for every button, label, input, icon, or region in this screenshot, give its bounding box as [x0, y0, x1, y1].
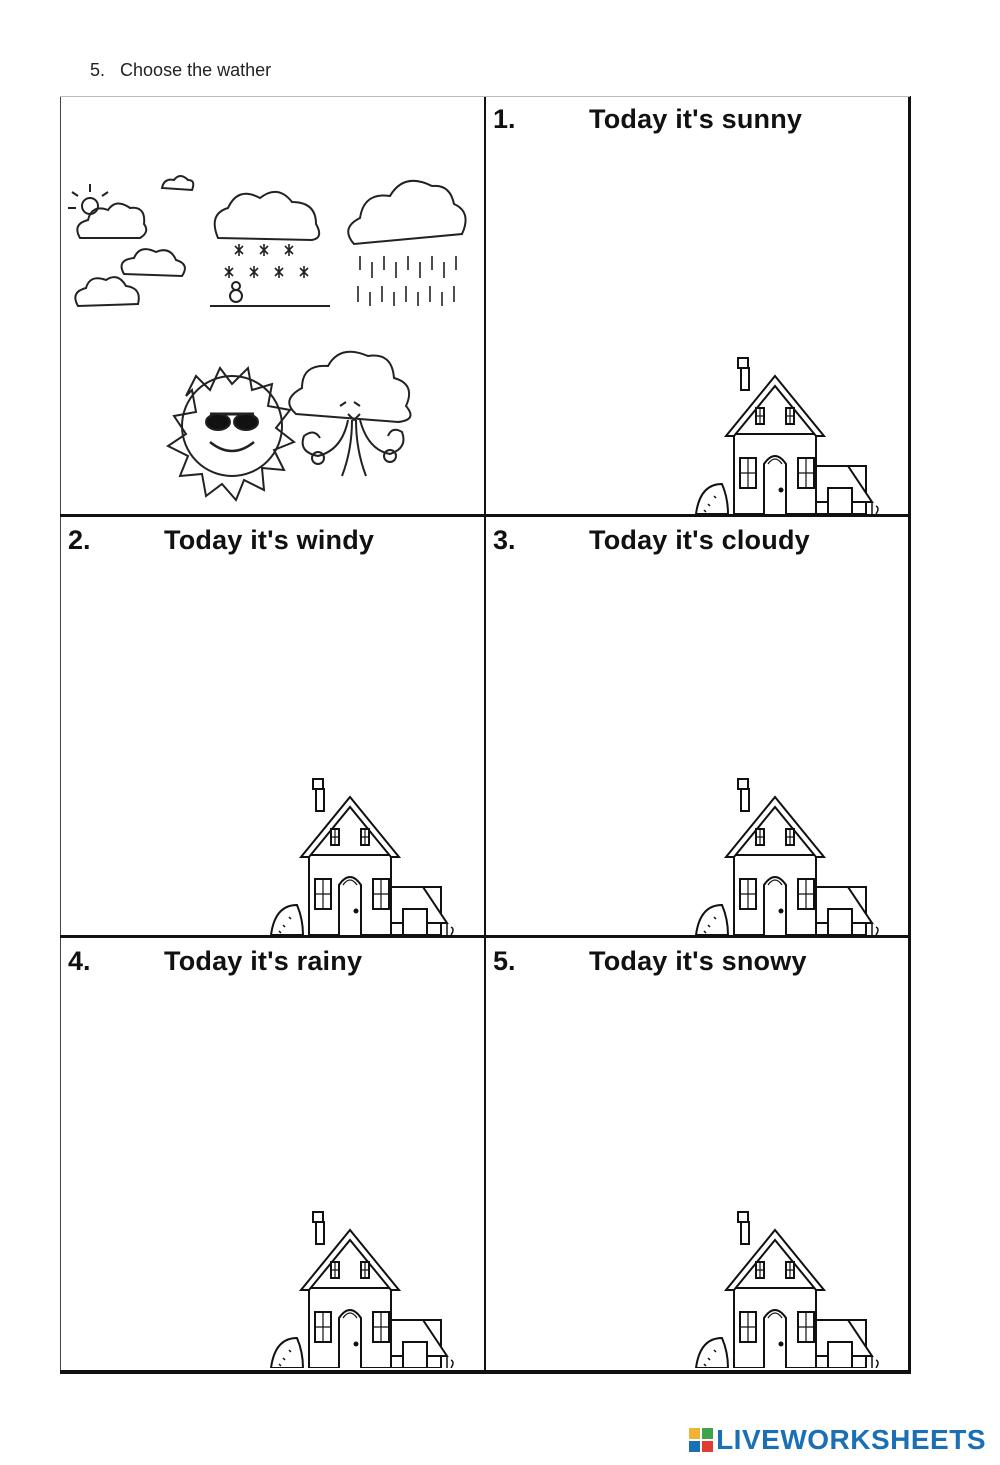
cell-number: 4.: [68, 946, 91, 976]
cell-title: Today it's windy: [164, 525, 375, 555]
instruction: [90, 60, 271, 81]
weather-cell-5[interactable]: [485, 938, 910, 1370]
weather-cell-2[interactable]: [60, 517, 485, 937]
house-icon: [261, 1208, 461, 1368]
cell-title: Today it's rainy: [164, 946, 363, 976]
liveworksheets-brand: [688, 1424, 986, 1456]
cell-number: 2.: [68, 525, 91, 555]
cell-number: 3.: [493, 525, 516, 555]
weather-grid: [60, 96, 910, 1374]
rain-cloud-icon[interactable]: [348, 181, 465, 306]
picture-bank-cell: [60, 96, 485, 516]
wind-cloud-icon[interactable]: [289, 352, 410, 476]
cell-title: Today it's cloudy: [589, 525, 810, 555]
instruction-text: Choose the wather: [120, 60, 272, 80]
grid-bottom-border: [60, 1370, 910, 1374]
cell-title: Today it's sunny: [589, 104, 803, 134]
instruction-number: 5.: [90, 60, 106, 80]
house-icon: [261, 775, 461, 935]
house-icon: [686, 1208, 886, 1368]
cell-title: Today it's snowy: [589, 946, 807, 976]
partly-cloudy-icon[interactable]: [68, 176, 193, 306]
sun-with-sunglasses-icon[interactable]: [168, 368, 294, 500]
weather-cell-3[interactable]: [485, 517, 910, 937]
house-icon: [686, 775, 886, 935]
brand-text: LIVEWORKSHEETS: [716, 1424, 986, 1455]
picture-bank: [60, 96, 485, 516]
snow-cloud-icon[interactable]: [210, 192, 330, 306]
cell-number: 5.: [493, 946, 516, 976]
house-icon: [686, 354, 886, 514]
weather-cell-4[interactable]: [60, 938, 485, 1370]
weather-cell-1[interactable]: [485, 96, 910, 516]
cell-number: 1.: [493, 104, 516, 134]
liveworksheets-logo-icon: [688, 1427, 714, 1453]
